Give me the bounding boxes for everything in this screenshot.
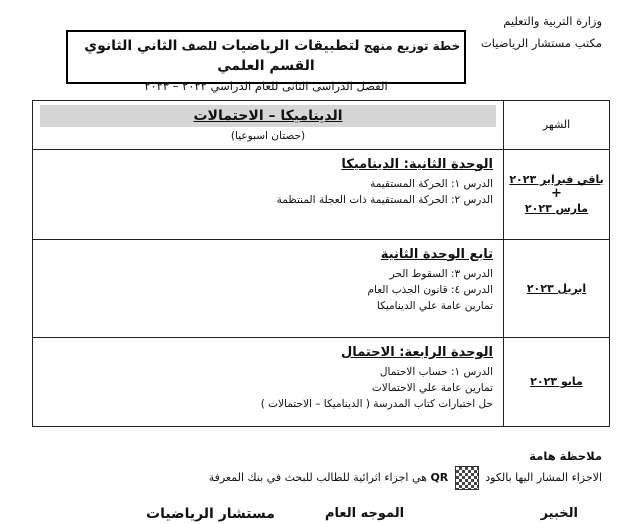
- plan-table: [32, 100, 610, 427]
- lesson-item: حل اختبارات كتاب المدرسة ( الديناميكا – الاحتمالات ): [260, 397, 493, 410]
- table-row: [33, 240, 609, 338]
- unit-title: الوحدة الثانية: الديناميكا: [341, 156, 493, 172]
- signature-general-supervisor: الموجه العام: [325, 506, 405, 521]
- subject-header-band: [40, 105, 496, 127]
- title-prefix: خطة توزيع منهج: [363, 39, 461, 53]
- plus-sign: +: [551, 186, 562, 202]
- unit-title: تابع الوحدة الثانية: [380, 246, 493, 262]
- important-note: [209, 446, 602, 490]
- title-grade-prefix: للصف: [181, 39, 218, 53]
- term-line: الفصل الدراسى الثانى للعام الدراسي ٢٠٢٢ – ٢٠٢٣: [144, 79, 388, 93]
- title-box: [66, 30, 466, 93]
- signature-expert: الخبير: [540, 506, 578, 521]
- plan-title: [68, 36, 464, 76]
- month-label: مارس ٢٠٢٣: [524, 202, 589, 216]
- ministry-header: [452, 10, 602, 54]
- month-cell: [503, 240, 609, 337]
- note-text: [209, 466, 602, 490]
- content-cell: [33, 150, 503, 239]
- month-label: ابريل ٢٠٢٣: [526, 281, 587, 295]
- content-cell: [33, 338, 503, 426]
- lesson-item: الدرس ٢: الحركة المستقيمة ذات العجلة المنتظمة: [276, 193, 493, 206]
- title-section: القسم العلمي: [217, 58, 315, 74]
- month-cell: [503, 338, 609, 426]
- note-text-after: هي اجزاء اثرائية للطالب للبحث في بنك المعرفة: [208, 471, 427, 484]
- lesson-item: الدرس ٣: السقوط الحر: [389, 267, 493, 280]
- table-row: [33, 150, 609, 240]
- ministry-name: وزارة التربية والتعليم: [503, 14, 602, 28]
- month-column-header: [503, 101, 609, 149]
- month-cell: [503, 150, 609, 239]
- title-subject: لتطبيقات الرياضيات: [221, 38, 360, 54]
- title-grade: الثاني الثانوي: [84, 38, 178, 54]
- office-name: مكتب مستشار الرياضيات: [480, 36, 602, 50]
- subject-header-label: الديناميكا – الاحتمالات: [193, 108, 343, 124]
- month-label: باقي فبراير ٢٠٢٣: [509, 173, 604, 187]
- lesson-item: الدرس ١: حساب الاحتمال: [379, 365, 493, 378]
- signature-advisor: مستشار الرياضيات: [146, 506, 275, 522]
- month-header-label: الشهر: [542, 118, 571, 132]
- content-cell: [33, 240, 503, 337]
- table-row: [33, 338, 609, 426]
- lesson-item: الدرس ١: الحركة المستقيمة: [370, 177, 493, 190]
- note-title: ملاحظة هامة: [529, 449, 602, 463]
- lesson-item: تمارين عامة علي الديناميكا: [376, 299, 493, 312]
- qr-code-icon: [455, 466, 479, 490]
- unit-title: الوحدة الرابعة: الاحتمال: [341, 344, 493, 360]
- weekly-quota: (حصتان اسبوعيا): [230, 130, 306, 142]
- table-header-row: [33, 101, 609, 150]
- lesson-item: تمارين عامة علي الاحتمالات: [371, 381, 493, 394]
- qr-label: QR: [430, 471, 449, 484]
- note-text-before: الاجزاء المشار اليها بالكود: [485, 471, 602, 484]
- subject-header-cell: [33, 101, 503, 149]
- lesson-item: الدرس ٤: قانون الجذب العام: [367, 283, 493, 296]
- month-label: مايو ٢٠٢٣: [530, 375, 583, 389]
